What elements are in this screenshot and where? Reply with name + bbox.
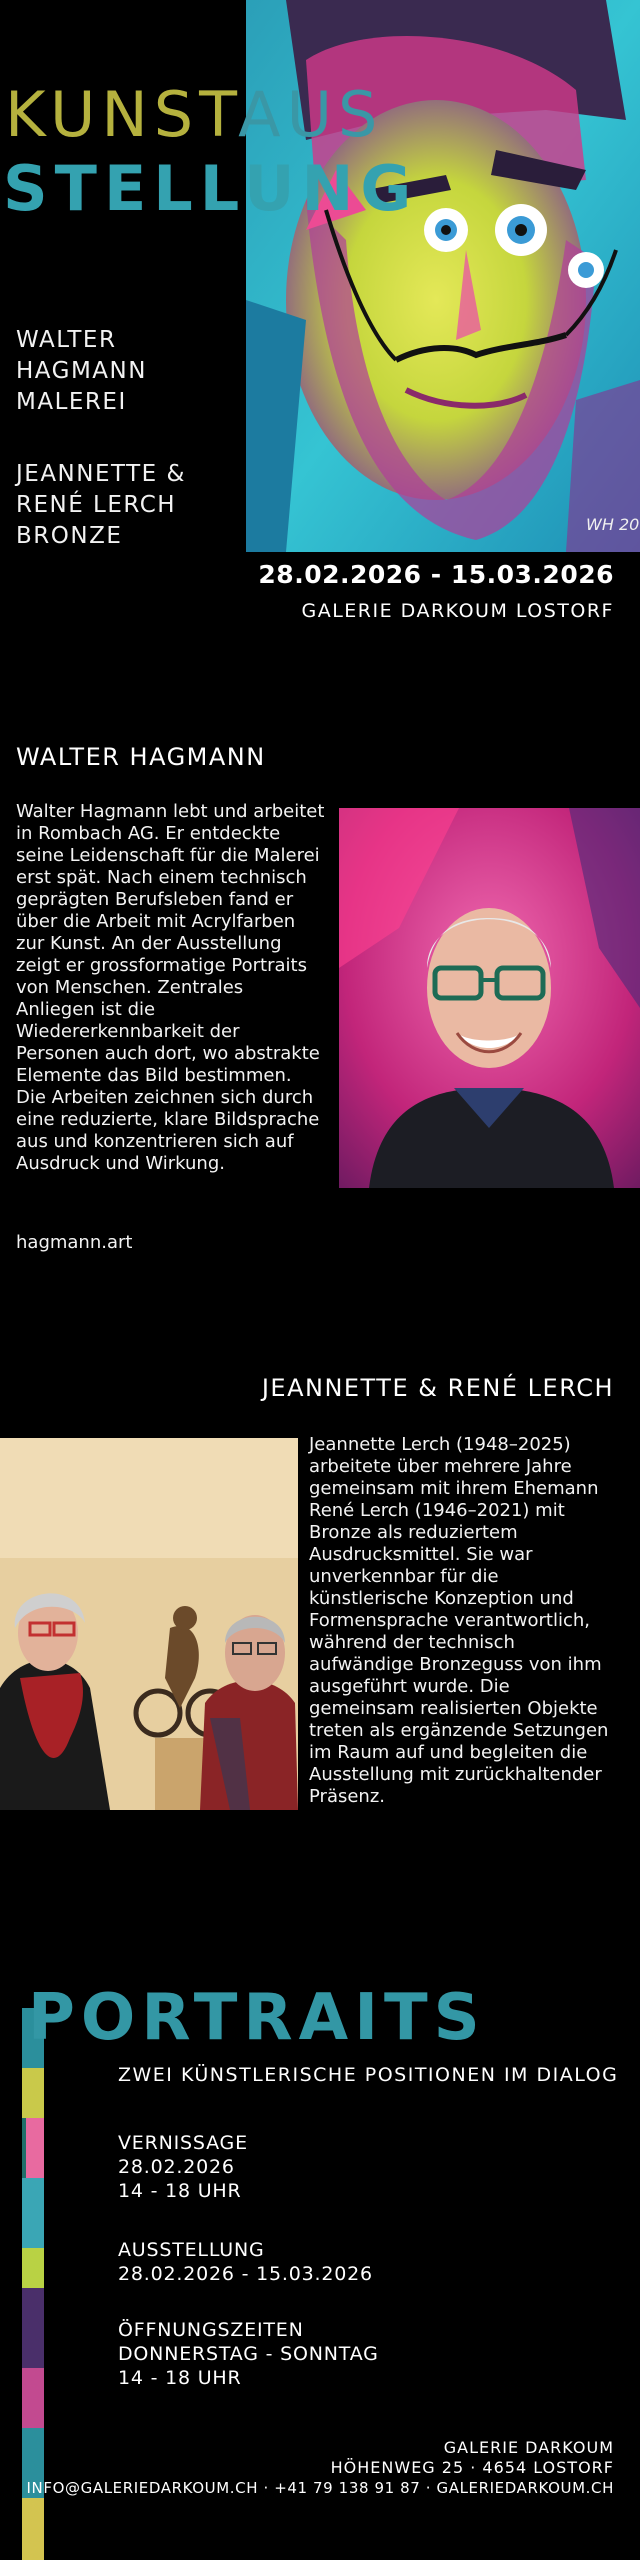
info-label: AUSSTELLUNG [118, 2239, 265, 2261]
hero-dates: 28.02.2026 - 15.03.2026 [258, 560, 614, 589]
painting-signature: WH 20 [586, 515, 640, 534]
portraits-title: PORTRAITS [28, 1981, 486, 2055]
footer-gallery-name: GALERIE DARKOUM [443, 2438, 614, 2457]
footer-address: HÖHENWEG 25 · 4654 LOSTORF [330, 2458, 614, 2477]
info-value: 28.02.2026 - 15.03.2026 [118, 2263, 373, 2285]
artist-line: BRONZE [16, 523, 123, 549]
artist-line: JEANNETTE & [16, 461, 186, 487]
info-label: ÖFFNUNGSZEITEN [118, 2319, 304, 2341]
artist-line: HAGMANN [16, 358, 147, 384]
title-aus: AUS [238, 78, 384, 151]
footer-contact[interactable]: INFO@GALERIEDARKOUM.CH · +41 79 138 91 87 · GALERIEDARKOUM.CH [26, 2479, 614, 2497]
hero-title-line-1 [5, 78, 384, 151]
title-kunst: KUNST [5, 78, 239, 151]
lerch-bio: Jeannette Lerch (1948–2025) arbeitete über mehrere Jahre gemeinsam mit ihrem Ehemann René Lerch (1946–2021) mit Bronze als reduziertem Ausdrucksmittel. Sie war unverkennbar für die künstlerische Konzeption und Formensprache verantwortlich, während der technisch aufwändige Bronzeguss von ihm ausgeführt wurde. Die gemeinsam realisierten Objekte treten als ergänzende Setzungen im Raum auf und begleiten die Ausstellung mit zurückhaltender Präsenz. [309, 1434, 609, 1807]
info-value: 28.02.2026 [118, 2156, 235, 2178]
artist-line: WALTER [16, 327, 117, 353]
info-oeffnungszeiten [118, 2318, 379, 2390]
info-value: DONNERSTAG - SONNTAG [118, 2343, 379, 2365]
portraits-subtitle: ZWEI KÜNSTLERISCHE POSITIONEN IM DIALOG [118, 2064, 619, 2086]
artist-line: RENÉ LERCH [16, 492, 177, 518]
hero-title-line-2: STELLUNG [3, 152, 419, 225]
info-vernissage [118, 2131, 248, 2203]
info-ausstellung [118, 2238, 373, 2286]
artist-line: MALEREI [16, 389, 127, 415]
info-value: 14 - 18 UHR [118, 2180, 242, 2202]
info-value: 14 - 18 UHR [118, 2367, 242, 2389]
lerch-heading: JEANNETTE & RENÉ LERCH [261, 1374, 614, 1402]
artist-block-lerch [16, 459, 186, 552]
walter-bio: Walter Hagmann lebt und arbeitet in Rombach AG. Er entdeckte seine Leidenschaft für die Malerei erst spät. Nach einem technisch geprägten Berufsleben fand er über die Arbeit mit Acrylfarben zur Kunst. An der Ausstellung zeigt er grossformatige Portraits von Menschen. Zentrales Anliegen ist die Wiedererkennbarkeit der Personen auch dort, wo abstrakte Elemente das Bild bestimmen. Die Arbeiten zeichnen sich durch eine reduzierte, klare Bildsprache aus und konzentrieren sich auf Ausdruck und Wirkung. [16, 801, 325, 1174]
lerch-photo [0, 1438, 298, 1810]
walter-portrait-photo [339, 808, 640, 1188]
info-label: VERNISSAGE [118, 2132, 248, 2154]
hero-venue: GALERIE DARKOUM LOSTORF [301, 600, 614, 622]
artist-block-hagmann [16, 325, 147, 418]
walter-website-link[interactable]: hagmann.art [16, 1232, 133, 1253]
walter-heading: WALTER HAGMANN [16, 743, 266, 771]
